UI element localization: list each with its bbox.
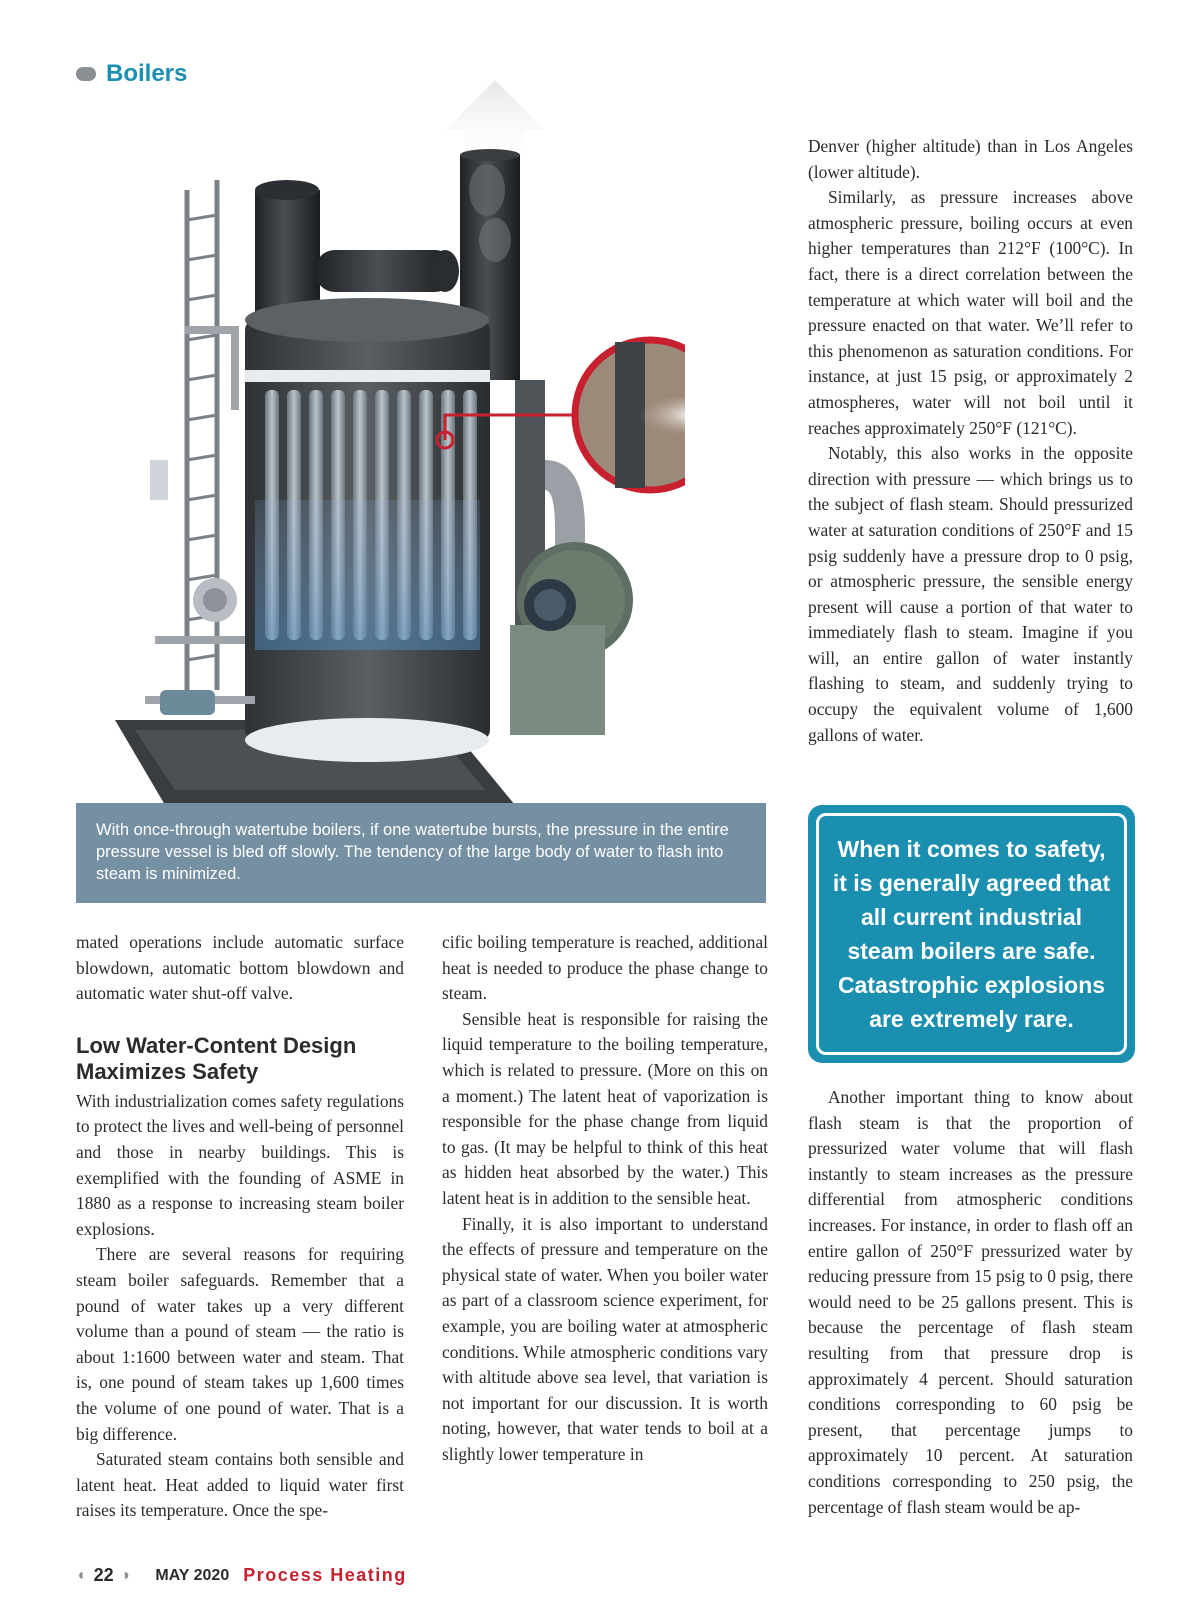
pull-quote	[808, 805, 1135, 1063]
article-column-right-top	[808, 134, 1133, 748]
paragraph: Another important thing to know about flash steam is that the proportion of pressurized water volume that will flash instantly to steam increases as the pressure differential from atmospheric conditions increases. For instance, in order to flash off an entire gallon of 250°F pressurized water by reducing pressure from 15 psig to 0 psig, there would need to be 25 gallons present. This is because the percentage of flash steam resulting from that pressure drop is approximately 4 percent. Should saturation conditions corresponding to 60 psig be present, that percentage jumps to approximately 10 percent. At saturation conditions corresponding to 250 psig, the percentage of flash steam would be ap-	[808, 1087, 1133, 1517]
article-column-right-bottom	[808, 1085, 1133, 1520]
paragraph: Finally, it is also important to understand the effects of pressure and temperature on the physical state of water. When you boiler water as part of a classroom science experiment, for example, you are boiling water at atmospheric conditions. While atmospheric conditions vary with altitude above sea level, that variation is not important for our discussion. It is worth noting, however, that water tends to boil at a slightly lower temperature in	[442, 1213, 768, 1464]
article-column-middle	[442, 930, 768, 1467]
section-title: Boilers	[106, 60, 188, 87]
boiler-cutaway-illustration	[115, 80, 685, 805]
article-column-left	[76, 930, 404, 1524]
paragraph: Saturated steam contains both sensible and latent heat. Heat added to liquid water first raises its temperature. Once the spe-	[76, 1449, 404, 1521]
page-right-arrow-icon: ◗	[121, 1566, 132, 1584]
section-bullet-icon	[76, 67, 96, 81]
page-number: 22	[93, 1565, 114, 1585]
page-footer	[76, 1565, 407, 1586]
pull-quote-text: When it comes to safety, it is generally agreed that all current industrial steam boilers are safe. Catastrophic explosions are extremely rare.	[816, 813, 1127, 1055]
paragraph: Similarly, as pressure increases above atmospheric pressure, boiling occurs at even higher temperatures than 212°F (100°C). In fact, there is a direct correlation between the temperature at which water will boil and the pressure enacted on that water. We’ll refer to this phenomenon as saturation conditions. For instance, at just 15 psig, or approximately 2 atmospheres, water will not boil until it reaches approximately 250°F (121°C).	[808, 187, 1133, 438]
page-left-arrow-icon: ◖	[76, 1566, 86, 1584]
paragraph: Sensible heat is responsible for raising the liquid temperature to the boiling temperature, which is related to pressure. (More on this on a moment.) The latent heat of vaporization is responsible for the phase change from liquid to gas. (It may be helpful to think of this heat as hidden heat absorbed by the water.) This latent heat is in addition to the sensible heat.	[442, 1008, 768, 1208]
section-subheading: Low Water-Content Design Maximizes Safety	[76, 1032, 357, 1084]
paragraph: There are several reasons for requiring steam boiler safeguards. Remember that a pound of water takes up a very different volume than a pound of steam — the ratio is about 1:1600 between water and steam. That is, one pound of steam takes up 1,600 times the volume of one pound of water. That is a big difference.	[76, 1244, 404, 1444]
issue-date: MAY 2020	[155, 1566, 230, 1584]
paragraph: cific boiling temperature is reached, additional heat is needed to produce the phase change to steam.	[442, 932, 768, 1004]
magazine-name: Process Heating	[243, 1565, 407, 1585]
paragraph: mated operations include automatic surface blowdown, automatic bottom blowdown and automatic water shut-off valve.	[76, 932, 404, 1004]
paragraph: Denver (higher altitude) than in Los Angeles (lower altitude).	[808, 136, 1133, 182]
figure-caption: With once-through watertube boilers, if one watertube bursts, the pressure in the entire pressure vessel is bled off slowly. The tendency of the large body of water to flash into steam is minimized.	[76, 803, 766, 903]
paragraph: Notably, this also works in the opposite direction with pressure — which brings us to the subject of flash steam. Should pressurized water at saturation conditions of 250°F and 15 psig suddenly have a pressure drop to 0 psig, or atmospheric pressure, the sensible energy present will cause a portion of that water to immediately flash to steam. Imagine if you will, an entire gallon of water instantly flashing to steam, and suddenly trying to occupy the equivalent volume of 1,600 gallons of water.	[808, 443, 1133, 745]
paragraph: With industrialization comes safety regulations to protect the lives and well-being of personnel and those in nearby buildings. This is exemplified with the founding of ASME in 1880 as a response to increasing steam boiler explosions.	[76, 1090, 404, 1239]
